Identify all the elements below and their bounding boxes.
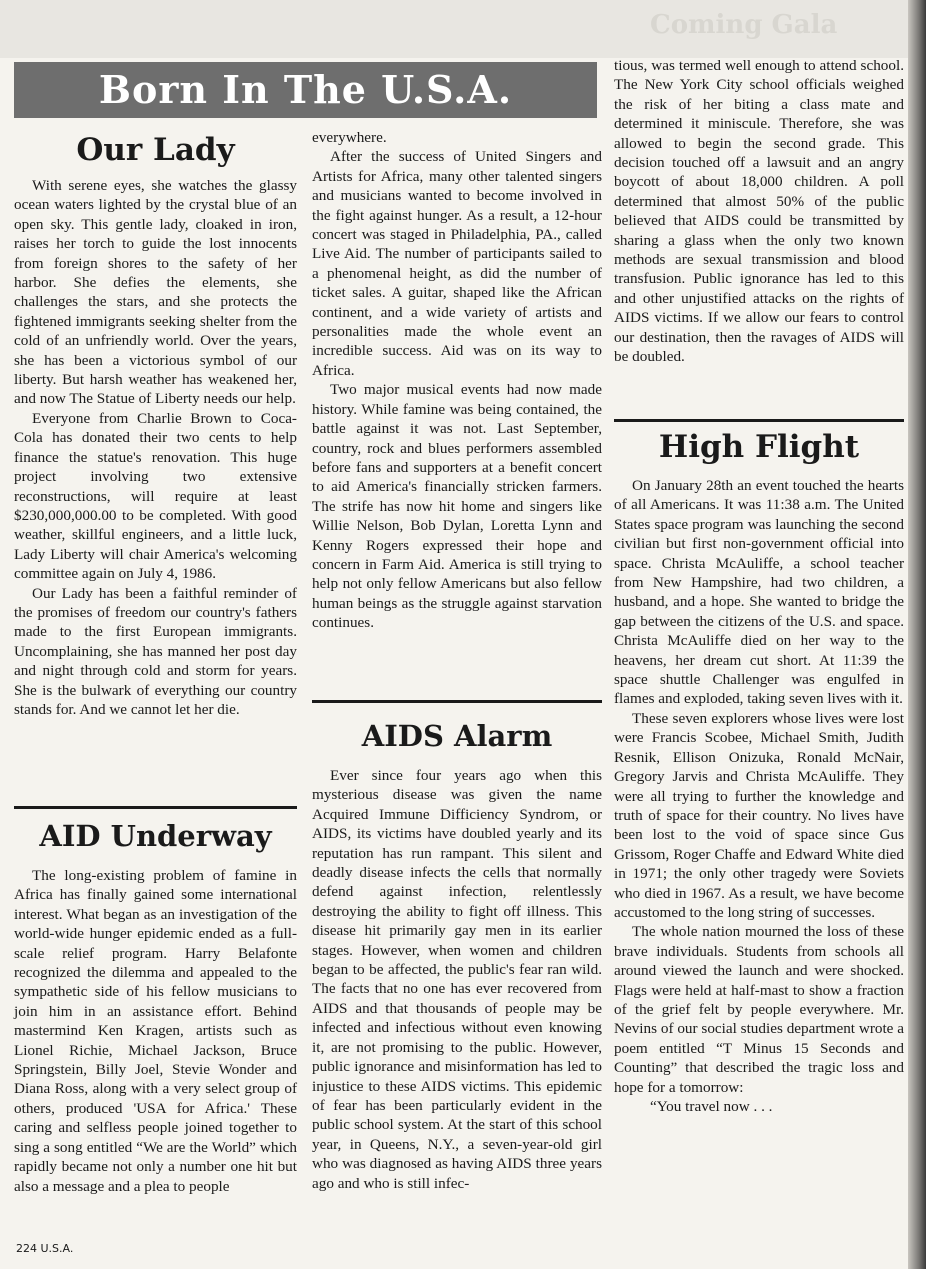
aids-alarm-continued: tious, was termed well enough to attend school. The New York City school officials weighed the risk of her biting a class mate and determined it miniscule. Therefore, she was allowed to begin the second grade. This decision touched off a lawsuit and an angry boycott of about 18,000 children. A poll determined that almost 50% of the public believed that AIDS could be transmitted by sharing a glass when the only two known methods are sexual transmission and blood transfusion. Public ignorance has led to this and other unjustified attacks on the rights of AIDS victims. If we allow our fears to control our destination, then the ravages of AIDS will be doubled. (614, 57, 904, 366)
column-2-lower (312, 714, 602, 1193)
high-flight-paragraph-1: On January 28th an event touched the hearts of all Americans. It was 11:38 a.m. The United States space program was launching the second civilian but first non-government official into space. Christa McAuliffe, a school teacher from New Hampshire, had two children, a husband, and a hope. She wanted to bridge the gap between the citizens of the U.S. and space. Christa McAuliffe died on her way to the heavens, her dream cut short. At 11:39 the space shuttle Challenger was engulfed in flames and exploded, taking seven lives with it. (614, 477, 904, 708)
our-lady-paragraph-1: With serene eyes, she watches the glassy ocean waters lighted by the crystal blue of an open sky. This gentle lady, cloaked in iron, raises her torch to guide the lost innocents from foreign shores to the safety of her harbor. She defies the elements, she challenges the stars, and she protects the fightened immigrants seeking shelter from the cold of an unfriendly world. Over the years, she has been a victorious symbol of our liberty. But harsh weather has weakened her, and now The Statue of Liberty needs our help. (14, 177, 297, 408)
book-spine (908, 0, 926, 1269)
aid-underway-paragraph-2: After the success of United Singers and Artists for Africa, many other talented singers and musicians wanted to become involved in the fight against hunger. As a result, a 12-hour concert was staged in Philadelphia, PA., called Live Aid. The number of participants sailed to a phenomenal height, as did the number of ticket sales. A guitar, shaped like the African continent, and a wide variety of artists and personalities made the whole event an incredible success. Aid was on its way to Africa. (312, 148, 602, 379)
high-flight-paragraph-2: These seven explorers whose lives were lost were Francis Scobee, Michael Smith, Judith Resnik, Ellison Onizuka, Ronald McNair, Gregory Jarvis and Christa McAuliffe. They were all trying to further the knowledge and truth of space for their country. No lives have been lost to the void of space since Gus Grissom, Roger Chaffe and Edward White died in 1971; the only other tragedy were Soviets who died in 1967. As a result, we have become accustomed to the long string of successes. (614, 709, 904, 921)
column-1-rule (14, 806, 297, 809)
aid-underway-continued: everywhere. (312, 129, 387, 146)
high-flight-poem-line: “You travel now . . . (650, 1098, 773, 1115)
column-1-lower (14, 814, 297, 1196)
aid-underway-heading: AID Underway (39, 819, 272, 853)
page-folio: 224 U.S.A. (16, 1242, 74, 1255)
aid-underway-paragraph-3: Two major musical events had now made history. While famine was being contained, the battle against it was not. Last September, country, rock and blues performers assembled before fans and supporters at a benefit concert to aid America's financially stricken farmers. The strife has now hit home and singers like Willie Nelson, Bob Dylan, Loretta Lynn and Kenny Rogers expressed their hope and concern in Farm Aid. America is still trying to help not only fellow Americans but also fellow human beings as the struggle against starvation continues. (312, 381, 602, 632)
high-flight-paragraph-3: The whole nation mourned the loss of these brave individuals. Students from schools all around viewed the launch and were shocked. Flags were held at half-mast to show a fraction of the grief felt by people everywhere. Mr. Nevins of our social studies department wrote a poem entitled “T Minus 15 Seconds and Counting” that described the tragic loss and hope for a tomorrow: (614, 923, 904, 1096)
column-2 (312, 128, 602, 633)
column-3 (614, 56, 904, 367)
section-banner (14, 62, 597, 118)
aid-underway-paragraph-1: The long-existing problem of famine in Africa has finally gained some international interest. What began as an investigation of the world-wide hunger epidemic ended as a full-scale relief program. Harry Belafonte recognized the dilemma and appealed to the sympathetic side of his fellow musicians to join him in an assistance effort. Behind mastermind Ken Kragen, artists such as Lionel Richie, Michael Jackson, Bruce Springstein, Billy Joel, Stevie Wonder and Diana Ross, along with a very select group of others, produced 'USA for Africa.' These caring and selfless people joined together to sing a song entitled “We are the World” which rapidly became not only a number one hit but also a message and a plea to people (14, 867, 297, 1195)
ghost-header: Coming Gala (650, 10, 838, 40)
banner-title: Born In The U.S.A. (98, 67, 513, 112)
aids-alarm-paragraph-1: Ever since four years ago when this mysterious disease was given the name Acquired Immune Difficiency Syndrom, or AIDS, its victims have doubled yearly and its reputation has run rampant. This silent and deadly disease infects the cells that normally defend against infection, relentlessly destroying the ability to fight off illness. This disease hit primarily gay men in its earlier stages. However, when women and children began to be affected, the public's fear ran wild. The facts that no one has ever recovered from AIDS and that thousands of people may be infected and infectious without even knowing it, are not promising to the public. However, public ignorance and misinformation has led to injustice to these AIDS victims. This epidemic of fear has been particularly evident in the public school system. At the start of this school year, in Queens, N.Y., a seven-year-old girl who was diagnosed as having AIDS three years ago and who is still infec- (312, 767, 602, 1192)
our-lady-paragraph-3: Our Lady has been a faithful reminder of the promises of freedom our country's fathers made to the first European immigrants. Uncomplaining, she has manned her post day and night through cold and storm for years. She is the bulwark of everything our country stands for. And we cannot let her die. (14, 584, 297, 718)
column-3-rule (614, 419, 904, 422)
high-flight-heading: High Flight (658, 429, 860, 465)
our-lady-paragraph-2: Everyone from Charlie Brown to Coca-Cola has donated their two cents to help finance the statue's renovation. This huge project involving two extensive reconstructions, will require at least $230,000,000.00 to be completed. With good weather, skillful engineers, and a little luck, Lady Liberty will chair America's welcoming committee again on July 4, 1986. (14, 409, 297, 583)
our-lady-heading: Our Lady (76, 132, 235, 168)
column-3-lower (614, 424, 904, 1116)
aids-alarm-heading: AIDS Alarm (361, 719, 553, 753)
column-2-rule (312, 700, 602, 703)
column-1 (14, 130, 297, 719)
